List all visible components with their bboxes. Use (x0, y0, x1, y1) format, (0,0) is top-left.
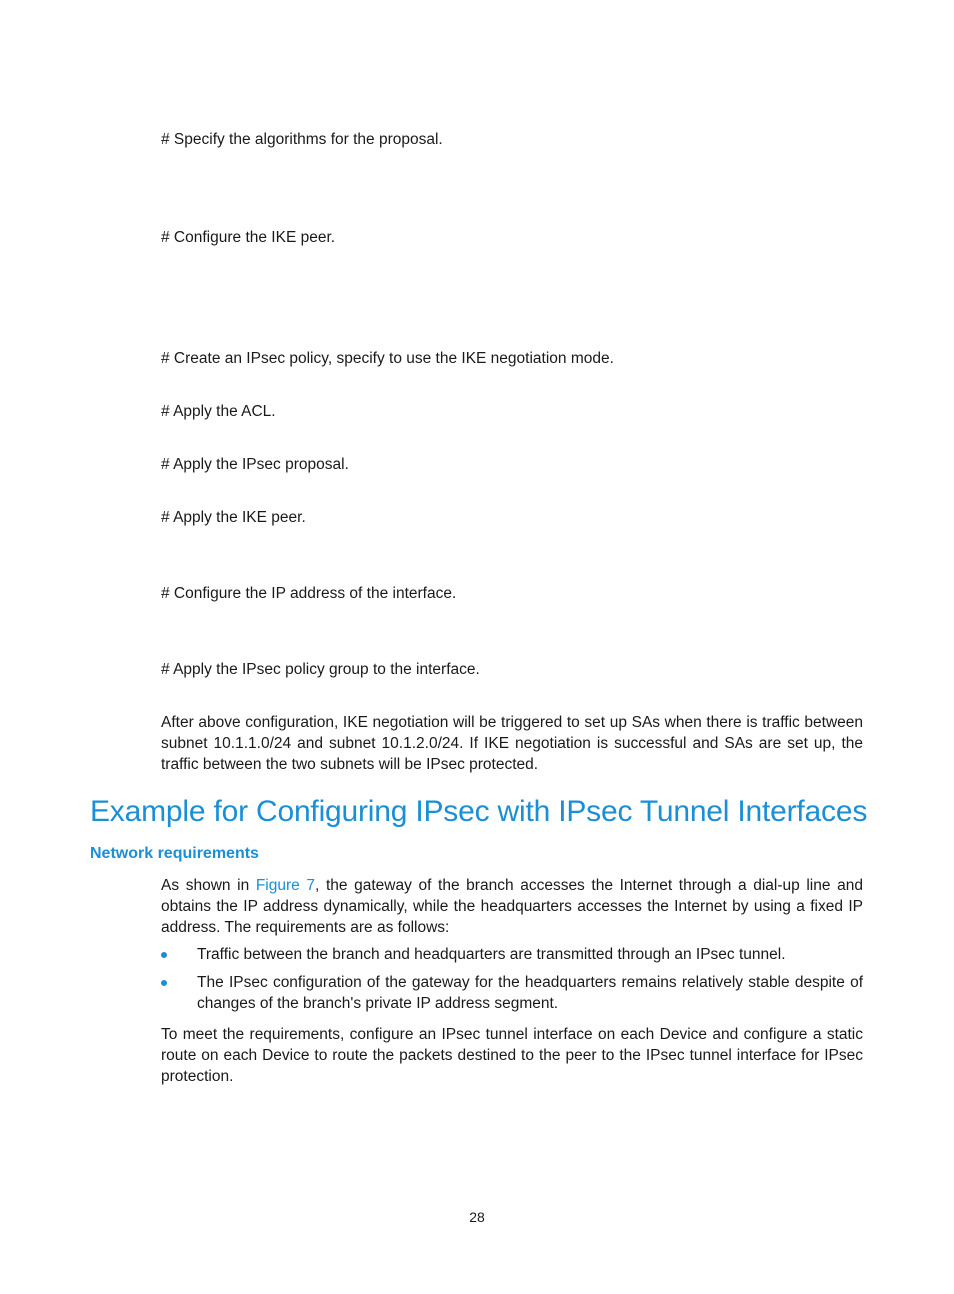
step-specify-algorithms: # Specify the algorithms for the proposal. (161, 131, 443, 148)
intro-text-after-link: , the gateway of the branch accesses the Internet through a dial-up line and obtains the IP address dynamically, while the headquarters accesses the Internet by using a fixed IP address. The requirements are as follows: (161, 877, 863, 936)
intro-paragraph (161, 875, 863, 938)
bullet-icon (161, 980, 167, 986)
after-config-paragraph: After above configuration, IKE negotiation will be triggered to set up SAs when there is traffic between subnet 10.1.1.0/24 and subnet 10.1.2.0/24. If IKE negotiation is successful and SAs are set up, the traffic between the two subnets will be IPsec protected. (161, 714, 863, 773)
step-create-ipsec-policy: # Create an IPsec policy, specify to use the IKE negotiation mode. (161, 350, 614, 367)
step-apply-policy-group: # Apply the IPsec policy group to the interface. (161, 661, 480, 678)
bullet-text: The IPsec configuration of the gateway for the headquarters remains relatively stable despite of changes of the branch's private IP address segment. (197, 974, 863, 1012)
bullet-icon (161, 952, 167, 958)
bullet-item-2 (161, 972, 863, 1014)
page-number: 28 (469, 1209, 485, 1225)
step-apply-ipsec-proposal: # Apply the IPsec proposal. (161, 456, 349, 473)
step-configure-ip-address: # Configure the IP address of the interface. (161, 585, 457, 602)
step-apply-ike-peer: # Apply the IKE peer. (161, 509, 306, 526)
figure-7-link[interactable]: Figure 7 (255, 877, 316, 894)
bullet-text: Traffic between the branch and headquarters are transmitted through an IPsec tunnel. (197, 946, 786, 963)
step-configure-ike-peer: # Configure the IKE peer. (161, 229, 336, 246)
bullet-item-1 (161, 944, 863, 965)
step-apply-acl: # Apply the ACL. (161, 403, 276, 420)
closing-paragraph: To meet the requirements, configure an IPsec tunnel interface on each Device and configure a static route on each Device to route the packets destined to the peer to the IPsec tunnel interface for IPsec protection. (161, 1026, 863, 1085)
intro-text-before-link: As shown in (161, 877, 256, 894)
section-title: Example for Configuring IPsec with IPsec Tunnel Interfaces (90, 795, 868, 828)
subsection-title: Network requirements (90, 845, 259, 862)
